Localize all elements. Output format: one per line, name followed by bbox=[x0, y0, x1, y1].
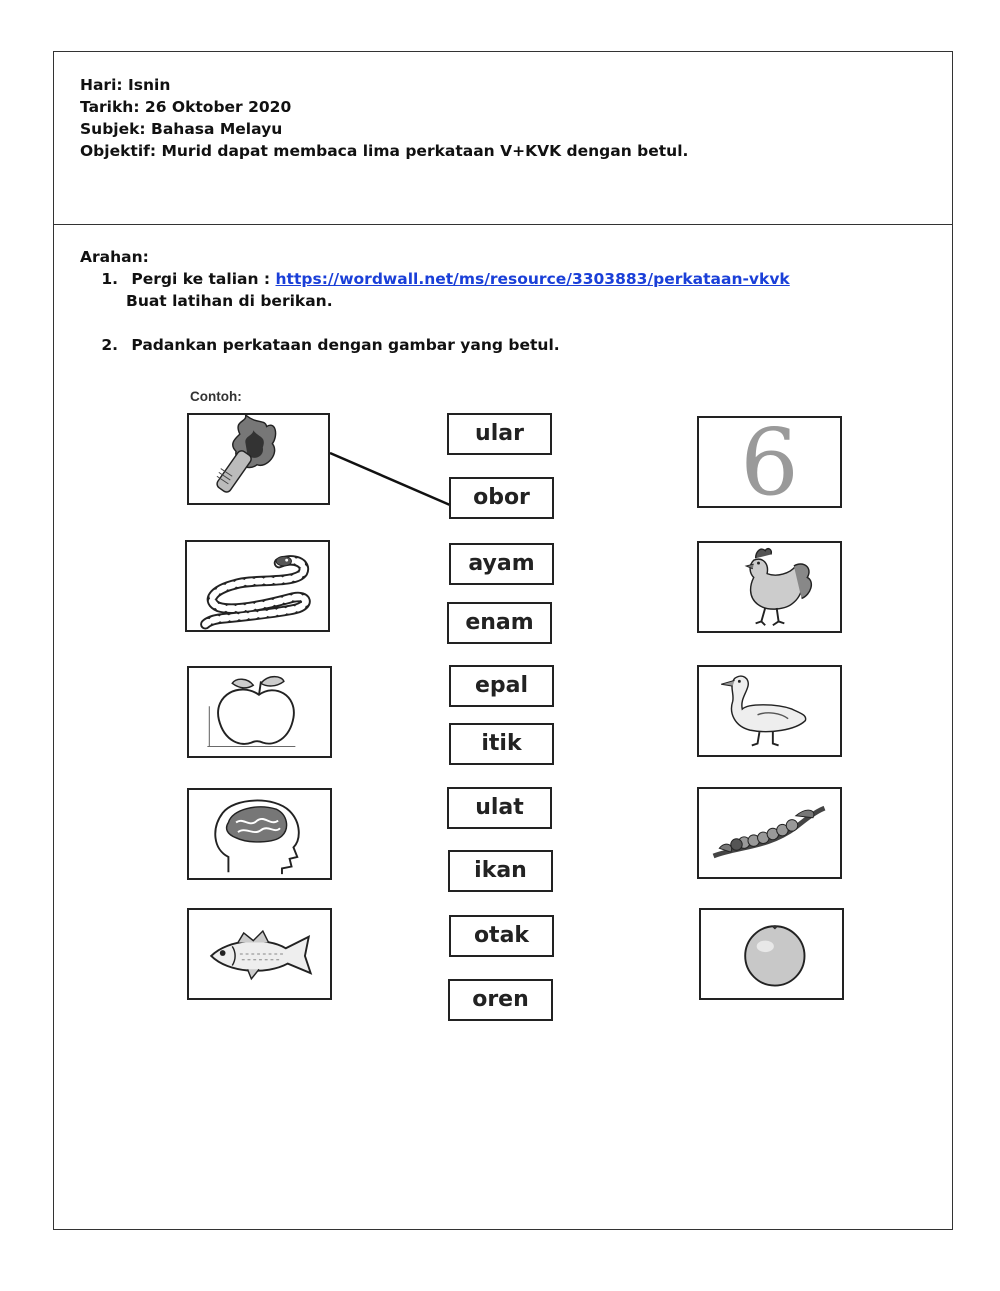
fish-picture[interactable] bbox=[187, 908, 332, 1000]
caterpillar-icon bbox=[699, 789, 840, 877]
step-2-number: 2. bbox=[101, 336, 118, 354]
example-label: Contoh: bbox=[190, 389, 242, 404]
word-oren[interactable]: oren bbox=[448, 979, 553, 1021]
wordwall-link[interactable]: https://wordwall.net/ms/resource/3303883/perkataan-vkvk bbox=[275, 270, 790, 288]
word-enam[interactable]: enam bbox=[447, 602, 552, 644]
subject-line: Subjek: Bahasa Melayu bbox=[80, 120, 283, 138]
orange-icon bbox=[701, 910, 842, 998]
word-itik[interactable]: itik bbox=[449, 723, 554, 765]
rooster-picture[interactable] bbox=[697, 541, 842, 633]
torch-icon bbox=[189, 415, 328, 503]
snake-picture[interactable] bbox=[185, 540, 330, 632]
word-ular[interactable]: ular bbox=[447, 413, 552, 455]
rooster-icon bbox=[699, 543, 840, 631]
snake-icon bbox=[187, 542, 328, 630]
apple-picture[interactable] bbox=[187, 666, 332, 758]
word-obor[interactable]: obor bbox=[449, 477, 554, 519]
date-line: Tarikh: 26 Oktober 2020 bbox=[80, 98, 292, 116]
brain-picture[interactable] bbox=[187, 788, 332, 880]
step-1-number: 1. bbox=[101, 270, 118, 288]
duck-icon bbox=[699, 667, 840, 755]
orange-picture[interactable] bbox=[699, 908, 844, 1000]
duck-picture[interactable] bbox=[697, 665, 842, 757]
step-1-text: Pergi ke talian : bbox=[131, 270, 276, 288]
step-1-subtext: Buat latihan di berikan. bbox=[126, 292, 333, 310]
word-ulat[interactable]: ulat bbox=[447, 787, 552, 829]
word-otak[interactable]: otak bbox=[449, 915, 554, 957]
apple-icon bbox=[189, 668, 330, 756]
brain-icon bbox=[189, 790, 330, 878]
caterpillar-picture[interactable] bbox=[697, 787, 842, 879]
word-epal[interactable]: epal bbox=[449, 665, 554, 707]
step-2-text: Padankan perkataan dengan gambar yang betul. bbox=[131, 336, 560, 354]
fish-icon bbox=[189, 910, 330, 998]
instructions-title: Arahan: bbox=[80, 248, 149, 266]
word-ayam[interactable]: ayam bbox=[449, 543, 554, 585]
objective-line: Objektif: Murid dapat membaca lima perkataan V+KVK dengan betul. bbox=[80, 142, 689, 160]
number-six-icon: 6 bbox=[740, 409, 799, 516]
torch-picture[interactable] bbox=[187, 413, 330, 505]
six-picture[interactable] bbox=[697, 409, 842, 516]
day-line: Hari: Isnin bbox=[80, 76, 171, 94]
word-ikan[interactable]: ikan bbox=[448, 850, 553, 892]
